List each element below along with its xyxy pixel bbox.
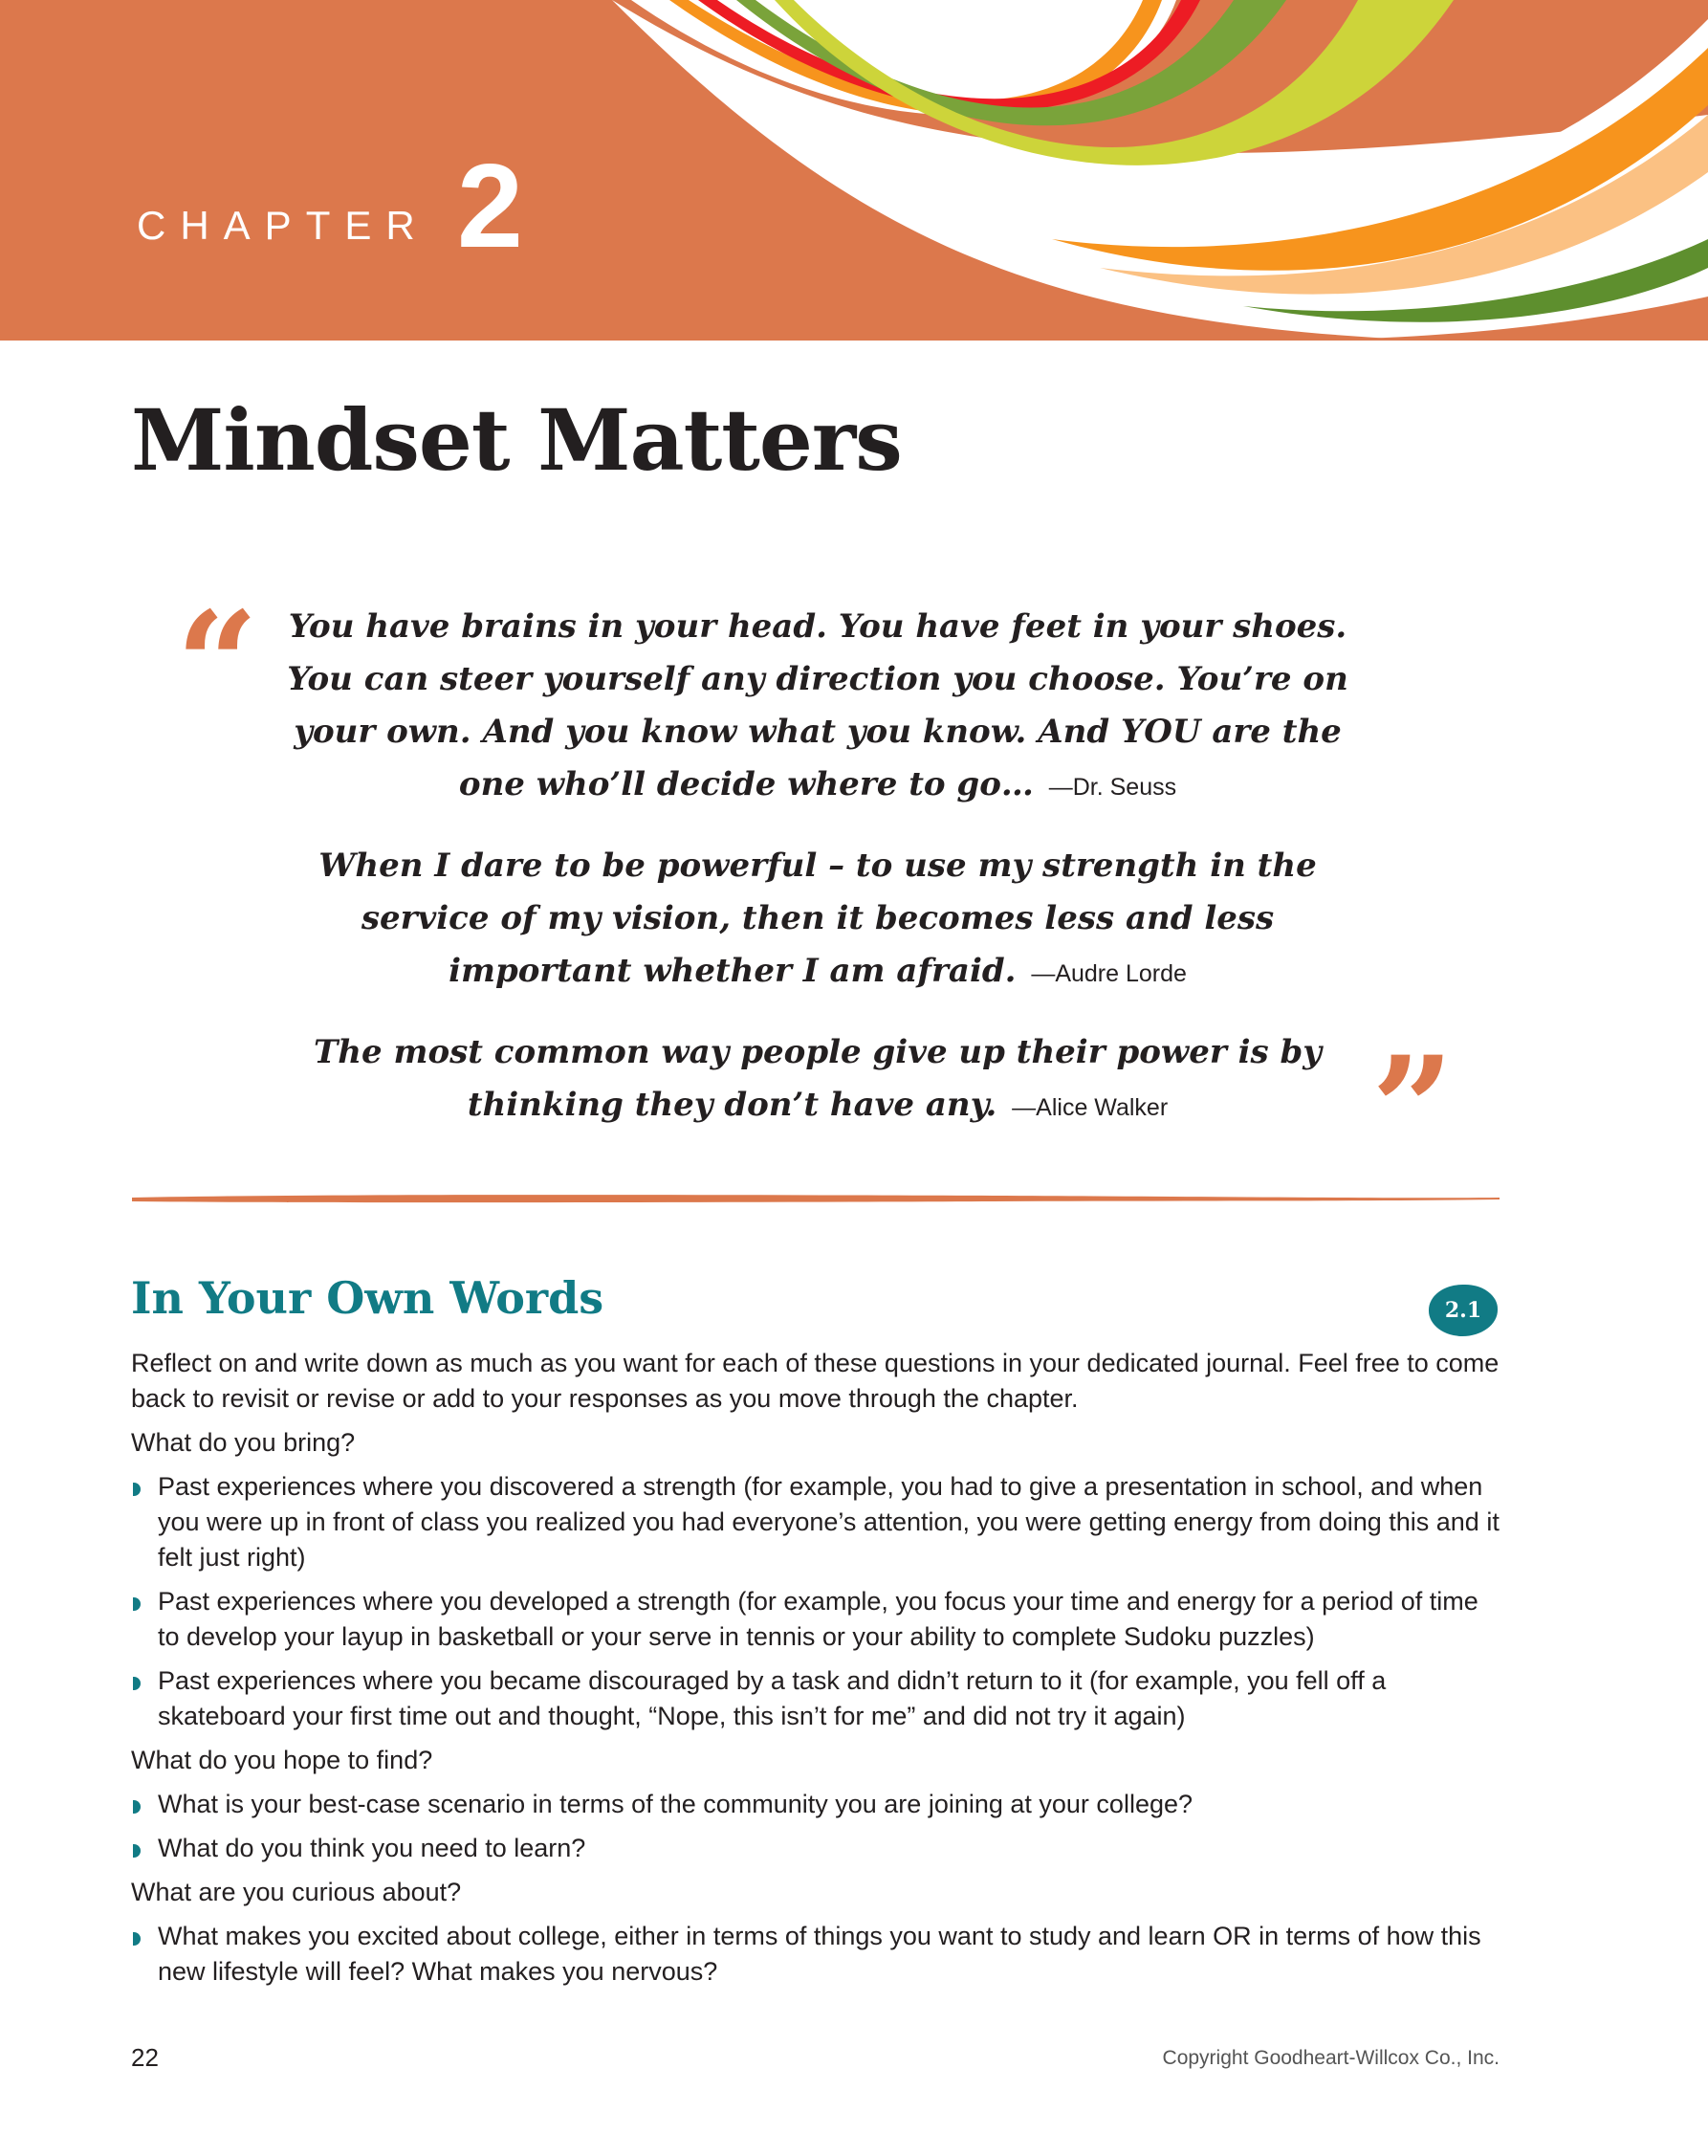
chapter-banner — [0, 0, 1708, 341]
question-list — [131, 1787, 1500, 1866]
list-item — [131, 1663, 1500, 1734]
decorative-waves — [0, 0, 1708, 341]
question-list — [131, 1919, 1500, 1990]
bullet-icon — [133, 1597, 141, 1611]
section-intro: Reflect on and write down as much as you want for each of these questions in your dedicated journal. Feel free to come back to revisit or revise or add to your responses as you move through the chapter. — [131, 1349, 1500, 1413]
quote-item — [277, 601, 1358, 814]
list-item — [131, 1831, 1500, 1866]
quote-author: —Dr. Seuss — [1048, 774, 1177, 801]
question-list — [131, 1469, 1500, 1734]
quote-item — [277, 840, 1358, 1001]
quote-author: —Alice Walker — [1012, 1094, 1169, 1121]
bullet-icon — [133, 1483, 141, 1496]
close-quote-icon: ” — [1371, 1025, 1455, 1194]
list-item-text: What do you think you need to learn? — [158, 1834, 586, 1862]
section-title: In Your Own Words — [131, 1272, 604, 1324]
chapter-label: CHAPTER — [137, 203, 429, 248]
group-heading: What are you curious about? — [131, 1878, 462, 1906]
chapter-number: 2 — [457, 141, 523, 273]
group-heading: What do you hope to find? — [131, 1746, 433, 1774]
group-heading: What do you bring? — [131, 1428, 356, 1457]
bullet-icon — [133, 1800, 141, 1814]
quote-author: —Audre Lorde — [1031, 960, 1187, 987]
quote-text: You have brains in your head. You have feet in your shoes. You can steer yourself any direction you choose. You’re on your own. And you know what you know. And YOU are the one who’ll decide where to go… — [287, 607, 1348, 803]
page-title: Mindset Matters — [131, 390, 902, 490]
list-item-text: What is your best-case scenario in terms of the community you are joining at your college? — [158, 1790, 1193, 1818]
list-item-text: What makes you excited about college, either in terms of things you want to study and learn OR in terms of how this new lifestyle will feel? What makes you nervous? — [158, 1922, 1481, 1986]
list-item — [131, 1919, 1500, 1990]
activity-badge: 2.1 — [1429, 1285, 1498, 1336]
list-item — [131, 1787, 1500, 1822]
bullet-icon — [133, 1844, 141, 1858]
open-quote-icon: “ — [176, 581, 259, 749]
list-item — [131, 1469, 1500, 1575]
epigraph-quotes — [277, 601, 1358, 1160]
copyright-notice: Copyright Goodheart-Willcox Co., Inc. — [1162, 2047, 1500, 2069]
bullet-icon — [133, 1677, 141, 1690]
list-item-text: Past experiences where you became discouraged by a task and didn’t return to it (for example, you fell off a skateboard your first time out and thought, “Nope, this isn’t for me” and did not try it again) — [158, 1666, 1387, 1730]
page-number: 22 — [131, 2043, 159, 2072]
section-content — [131, 1346, 1500, 1998]
quote-item — [277, 1026, 1358, 1134]
list-item — [131, 1584, 1500, 1655]
quote-text: The most common way people give up their power is by thinking they don’t have any. — [313, 1033, 1323, 1124]
list-item-text: Past experiences where you developed a strength (for example, you focus your time and energy for a period of time to develop your layup in basketball or your serve in tennis or your ability to complete Sudoku puzzles) — [158, 1587, 1478, 1651]
list-item-text: Past experiences where you discovered a strength (for example, you had to give a presentation in school, and when you were up in front of class you realized you had everyone’s attention, you were getting energy from doing this and it felt just right) — [158, 1472, 1500, 1572]
brush-divider — [132, 1192, 1500, 1205]
bullet-icon — [133, 1932, 141, 1946]
quote-text: When I dare to be powerful – to use my strength in the service of my vision, then it becomes less and less important whether I am afraid. — [318, 847, 1317, 990]
